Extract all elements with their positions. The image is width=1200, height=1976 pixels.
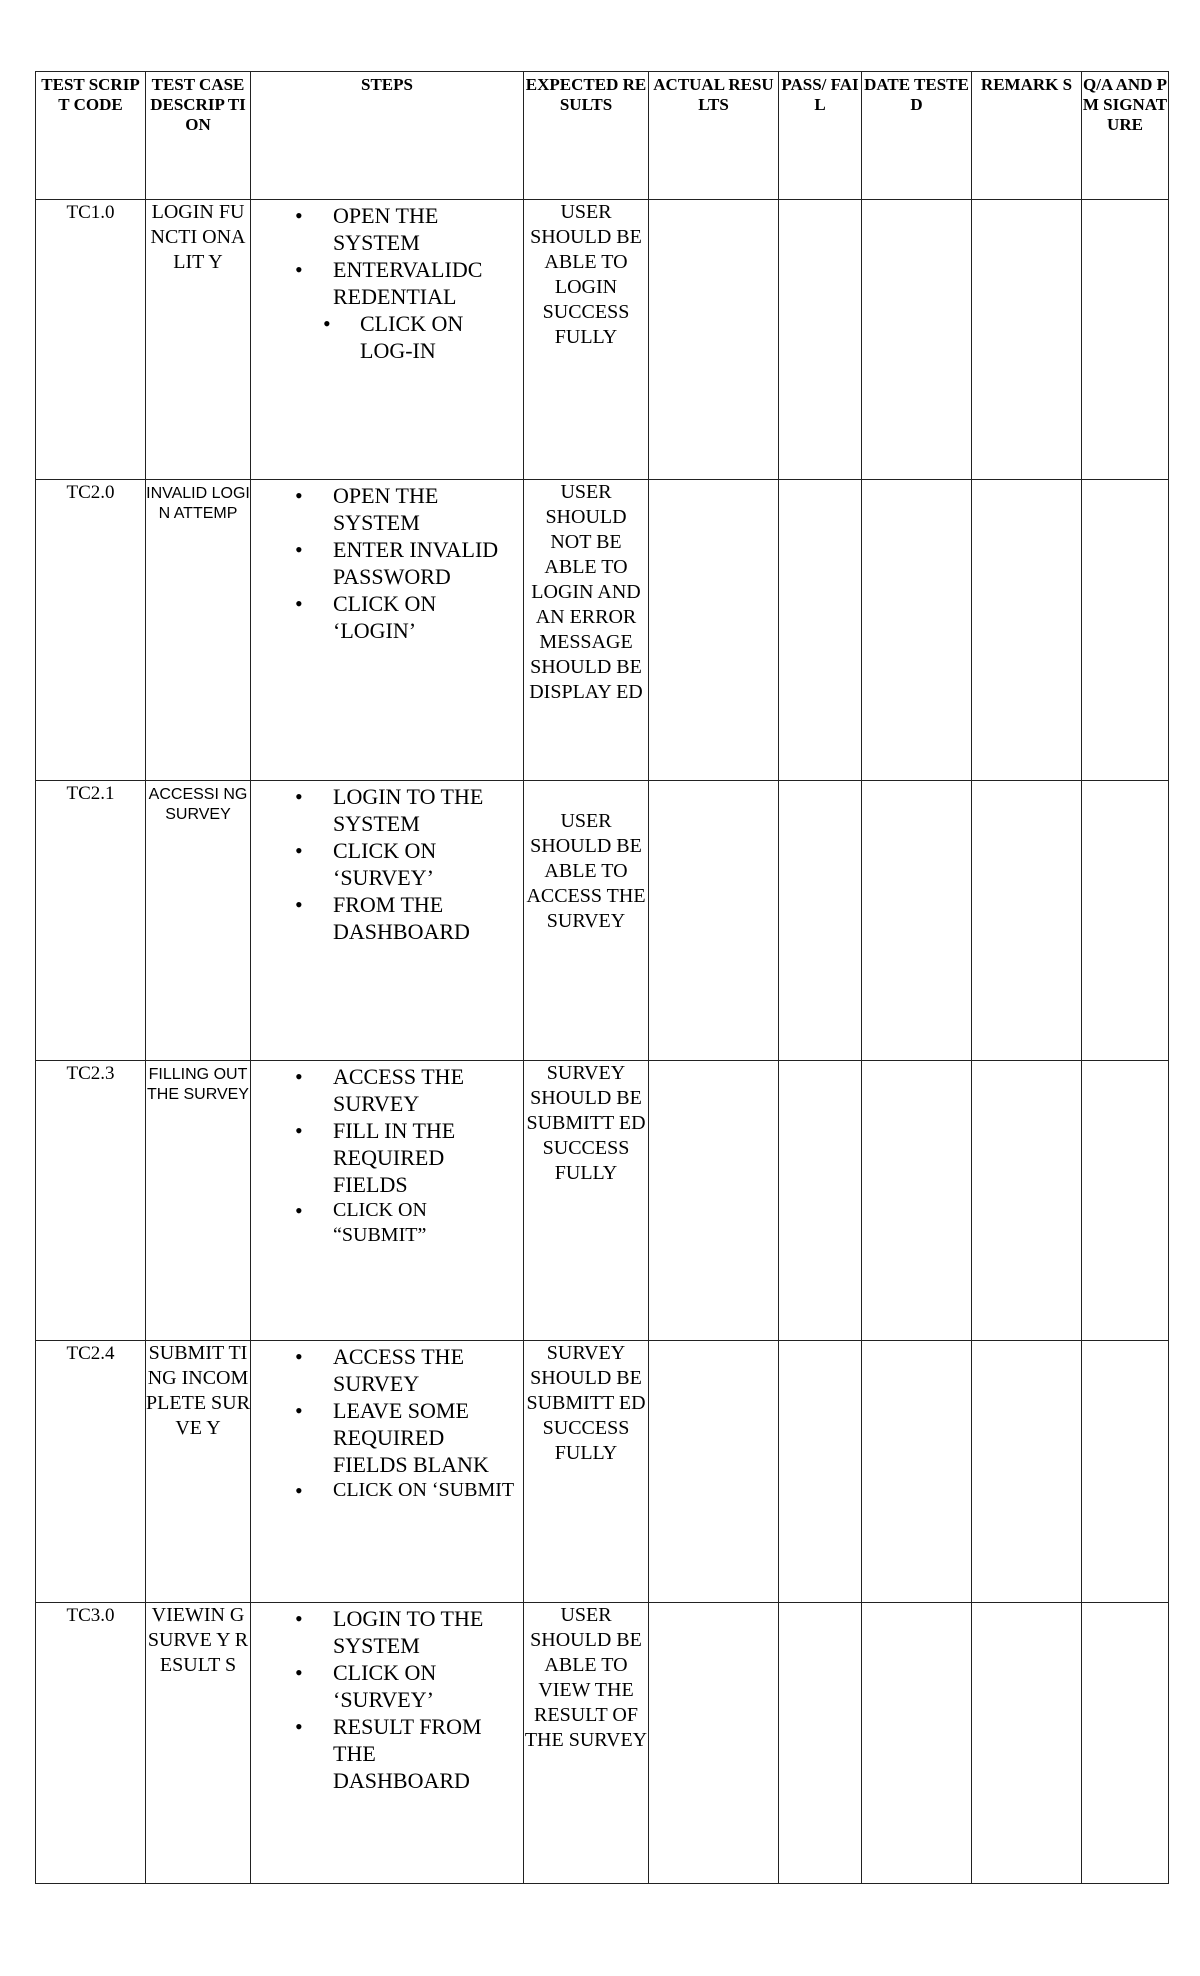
step-item: • CLICK ON ‘SURVEY’ — [333, 1659, 523, 1713]
signature-cell — [1082, 1341, 1169, 1603]
header-test-script-code: TEST SCRIPT CODE — [36, 72, 146, 200]
pass-fail-cell — [779, 1603, 862, 1884]
table-row — [36, 1603, 1169, 1884]
date-tested-cell — [862, 1061, 972, 1341]
step-item: • ACCESS THE SURVEY — [333, 1343, 523, 1397]
steps-cell — [251, 1061, 524, 1341]
step-item: • FROM THE DASHBOARD — [333, 891, 523, 945]
step-item: • CLICK ON ‘LOGIN’ — [333, 590, 523, 644]
step-item: • LOGIN TO THE SYSTEM — [333, 783, 523, 837]
actual-result-cell — [649, 1341, 779, 1603]
signature-cell — [1082, 1061, 1169, 1341]
test-case-description: VIEWIN G SURVE Y RESULT S — [146, 1603, 251, 1884]
header-pass-fail: PASS/ FAIL — [779, 72, 862, 200]
steps-list — [251, 1061, 523, 1248]
pass-fail-cell — [779, 200, 862, 480]
test-case-description: SUBMIT TING INCOM PLETE SURVE Y — [146, 1341, 251, 1603]
steps-cell — [251, 200, 524, 480]
table-row — [36, 200, 1169, 480]
header-qa-pm-signature: Q/A AND PM SIGNAT URE — [1082, 72, 1169, 200]
expected-result: SURVEY SHOULD BE SUBMITT ED SUCCESS FULLY — [524, 1061, 649, 1341]
remarks-cell — [972, 480, 1082, 781]
remarks-cell — [972, 1603, 1082, 1884]
expected-result: USER SHOULD BE ABLE TO VIEW THE RESULT OF THE SURVEY — [524, 1603, 649, 1884]
actual-result-cell — [649, 200, 779, 480]
test-script-code: TC2.1 — [36, 781, 146, 1061]
actual-result-cell — [649, 1061, 779, 1341]
step-item: • CLICK ON ‘SUBMIT — [333, 1478, 523, 1503]
steps-list — [251, 781, 523, 945]
test-script-code: TC2.0 — [36, 480, 146, 781]
step-item: • CLICK ON LOG-IN — [360, 310, 523, 364]
header-remarks: REMARK S — [972, 72, 1082, 200]
expected-result: USER SHOULD BE ABLE TO ACCESS THE SURVEY — [524, 781, 649, 1061]
table-row — [36, 1061, 1169, 1341]
signature-cell — [1082, 1603, 1169, 1884]
test-case-description: INVALID LOGIN ATTEMP — [146, 480, 251, 781]
header-test-case-description: TEST CASE DESCRIP TION — [146, 72, 251, 200]
expected-result: USER SHOULD NOT BE ABLE TO LOGIN AND AN ERROR MESSAGE SHOULD BE DISPLAY ED — [524, 480, 649, 781]
steps-list — [251, 1341, 523, 1503]
steps-cell — [251, 480, 524, 781]
step-item: • CLICK ON ‘SURVEY’ — [333, 837, 523, 891]
pass-fail-cell — [779, 1061, 862, 1341]
step-item: • OPEN THE SYSTEM — [333, 202, 523, 256]
test-case-table — [35, 71, 1169, 1884]
header-steps: STEPS — [251, 72, 524, 200]
date-tested-cell — [862, 1341, 972, 1603]
step-item: • ACCESS THE SURVEY — [333, 1063, 523, 1117]
date-tested-cell — [862, 781, 972, 1061]
expected-result: SURVEY SHOULD BE SUBMITT ED SUCCESS FULLY — [524, 1341, 649, 1603]
actual-result-cell — [649, 781, 779, 1061]
step-item: • RESULT FROM THE DASHBOARD — [333, 1713, 523, 1794]
remarks-cell — [972, 781, 1082, 1061]
step-item: • FILL IN THE REQUIRED FIELDS — [333, 1117, 523, 1198]
steps-list — [251, 480, 523, 644]
steps-cell — [251, 781, 524, 1061]
remarks-cell — [972, 1341, 1082, 1603]
steps-cell — [251, 1341, 524, 1603]
test-script-code: TC2.3 — [36, 1061, 146, 1341]
test-case-description: ACCESSI NG SURVEY — [146, 781, 251, 1061]
actual-result-cell — [649, 1603, 779, 1884]
pass-fail-cell — [779, 1341, 862, 1603]
table-row — [36, 781, 1169, 1061]
signature-cell — [1082, 200, 1169, 480]
steps-list — [251, 200, 523, 364]
test-case-description: FILLING OUT THE SURVEY — [146, 1061, 251, 1341]
pass-fail-cell — [779, 781, 862, 1061]
steps-list — [251, 1603, 523, 1794]
step-item: • ENTER INVALID PASSWORD — [333, 536, 523, 590]
date-tested-cell — [862, 200, 972, 480]
header-expected-results: EXPECTED RESULTS — [524, 72, 649, 200]
test-script-code: TC3.0 — [36, 1603, 146, 1884]
step-item: • CLICK ON “SUBMIT” — [333, 1198, 523, 1248]
date-tested-cell — [862, 480, 972, 781]
step-item: • LEAVE SOME REQUIRED FIELDS BLANK — [333, 1397, 523, 1478]
steps-cell — [251, 1603, 524, 1884]
step-item: • OPEN THE SYSTEM — [333, 482, 523, 536]
date-tested-cell — [862, 1603, 972, 1884]
remarks-cell — [972, 200, 1082, 480]
table-row — [36, 480, 1169, 781]
step-item: • ENTERVALIDC REDENTIAL — [333, 256, 523, 310]
pass-fail-cell — [779, 480, 862, 781]
test-case-description: LOGIN FUNCTI ONALIT Y — [146, 200, 251, 480]
expected-result: USER SHOULD BE ABLE TO LOGIN SUCCESS FULLY — [524, 200, 649, 480]
signature-cell — [1082, 781, 1169, 1061]
test-script-code: TC2.4 — [36, 1341, 146, 1603]
step-item: • LOGIN TO THE SYSTEM — [333, 1605, 523, 1659]
signature-cell — [1082, 480, 1169, 781]
actual-result-cell — [649, 480, 779, 781]
header-date-tested: DATE TESTED — [862, 72, 972, 200]
test-script-code: TC1.0 — [36, 200, 146, 480]
header-actual-results: ACTUAL RESULTS — [649, 72, 779, 200]
table-row — [36, 1341, 1169, 1603]
header-row — [36, 72, 1169, 200]
remarks-cell — [972, 1061, 1082, 1341]
